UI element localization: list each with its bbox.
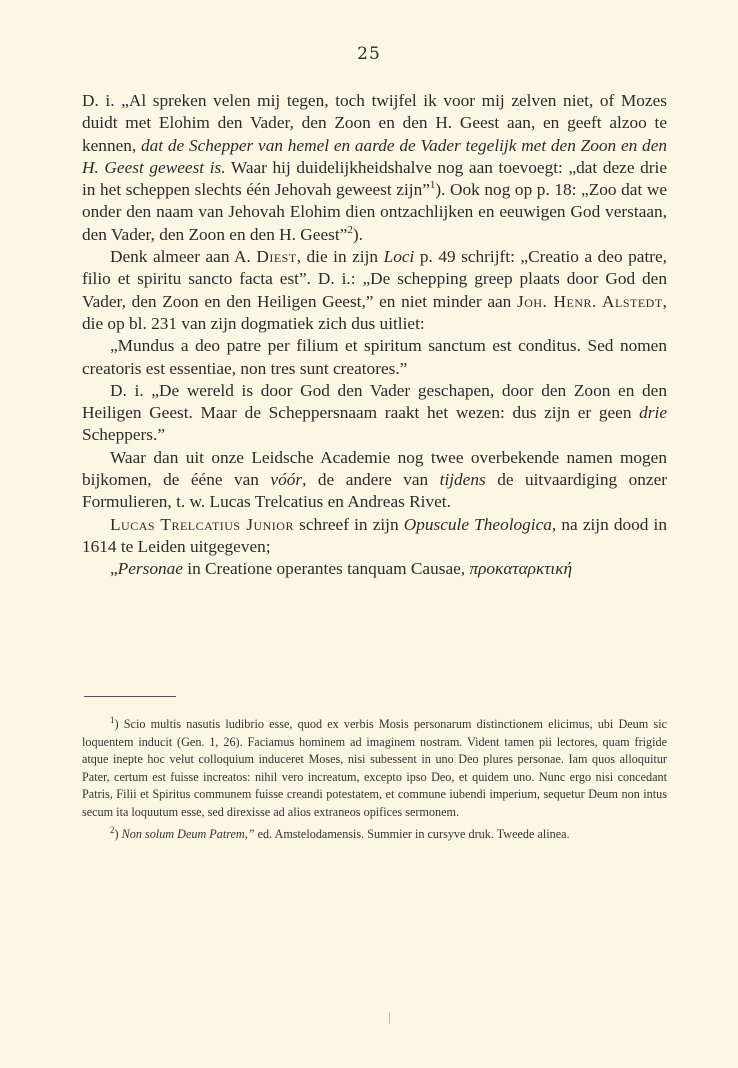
text-run: Denk almeer aan A. <box>110 247 257 267</box>
text-run: Waar hij duidelijkheidshalve nog aan toevoegt: „dat deze drie in het scheppen slechts één Jehovah geweest zijn” <box>82 157 667 200</box>
paragraph-4 <box>82 380 667 447</box>
text-run: ). <box>352 224 363 244</box>
text-run: Waar dan uit onze Leidsche Academie nog twee overbekende namen mogen bijkomen, de ééne van <box>82 447 667 490</box>
italic-run: Loci <box>383 247 415 267</box>
footnote-1 <box>82 712 667 822</box>
footnote-mark: 1 <box>110 715 115 725</box>
paragraph-5 <box>82 447 667 514</box>
greek-run: προκαταρκτική <box>469 559 573 579</box>
paragraph-2 <box>82 246 667 335</box>
footnote-divider <box>84 696 176 697</box>
text-run: schreef in zijn <box>293 514 404 534</box>
italic-run: Opuscule Theologica <box>403 514 552 534</box>
italic-run: drie <box>639 403 667 423</box>
text-run: D. i. „Al spreken velen mij tegen, toch twijfel ik voor mij zelven niet, of Mozes duidt met Elohim den Vader, den Zoon en den H. Geest aan, en geeft alzoo te kennen, <box>82 91 667 155</box>
paragraph-7 <box>82 558 667 580</box>
main-text <box>82 90 667 581</box>
italic-run: Non solum Deum Patrem,” <box>121 826 255 841</box>
author-name: Lucas Trelcatius Junior <box>110 514 294 534</box>
footnote-ref-2[interactable]: 2 <box>347 224 353 237</box>
italic-run: dat de Schepper van hemel en aarde de Vader tegelijk met den Zoon en den H. Geest geweest is. <box>82 135 668 177</box>
text-run: , die in zijn <box>296 247 384 267</box>
italic-run: tijdens <box>439 470 486 490</box>
author-name: Joh. Henr. Alstedt <box>516 291 663 311</box>
text-run: ). Ook nog op p. 18: „Zoo dat we onder den naam van Jehovah Elohim dien ontzachlijken en eeuwigen God verstaan, den Vader, den Zoon en den H. Geest” <box>82 180 667 244</box>
footnotes <box>82 712 667 843</box>
paragraph-6 <box>82 514 667 559</box>
text-run: D. i. „De wereld is door God den Vader geschapen, door den Zoon en den Heiligen Geest. Maar de Scheppersnaam raakt het wezen: dus zijn er geen <box>82 380 667 423</box>
paragraph-1 <box>82 90 667 246</box>
text-run: „ <box>110 559 118 579</box>
italic-run: vóór <box>270 470 303 490</box>
text-run: p. 49 schrijft: „Creatio a deo patre, filio et spiritu sancto facta est”. D. i.: „De schepping greep plaats door God den Vader, den Zoon en den Heiligen Geest,” en niet minder aan <box>82 247 667 311</box>
footnote-2 <box>82 822 667 844</box>
scan-mark <box>389 1012 390 1024</box>
italic-run: Personae <box>117 559 183 579</box>
page-number: 25 <box>357 44 381 64</box>
text-run: de uitvaardiging onzer Formulieren, t. w. Lucas Trelcatius en Andreas Rivet. <box>82 470 667 512</box>
footnote-ref-1[interactable]: 1 <box>429 179 436 192</box>
footnote-text: ) <box>114 826 122 841</box>
text-run: , de andere van <box>302 470 440 490</box>
footnote-mark: 2 <box>110 824 115 835</box>
text-run: , die op bl. 231 van zijn dogmatiek zich dus uitliet: <box>82 291 667 333</box>
author-name: Diest <box>256 247 297 267</box>
footnote-text: ed. Amstelodamensis. Summier in cursyve druk. Tweede alinea. <box>254 826 570 841</box>
text-run: in Creatione operantes tanquam Causae, <box>182 559 470 579</box>
text-run: , na zijn dood in 1614 te Leiden uitgegeven; <box>82 514 667 556</box>
text-run: Scheppers.” <box>82 425 166 445</box>
footnote-text: ) Scio multis nasutis ludibrio esse, quod ex verbis Mosis personarum distinctionem elicimus, ubi Deum sic loquentem inducit (Gen. 1, 26). Faciamus hominem ad imaginem nostram. Vident tamen pii lectores, quam frigide atque inepte hoc velut colloquium induceret Moses, nisi subessent in uno Deo plures personae. Iam quos alloquitur Pater, certum est fuisse increatos: nihil vero increatum, excepto ipso Deo, et quidem uno. Nunc ergo nisi concedant Patris, Filii et Spiritus communem fuisse creandi potestatem, et commune iubendi imperium, sequetur Deum non intus secum ita loquutum esse, sed direxisse ad alios extraneos opifices sermonem. <box>82 717 667 820</box>
paragraph-3: „Mundus a deo patre per filium et spiritum sanctum est conditus. Sed nomen creatoris est essentiae, non tres sunt creatores.” <box>82 336 667 378</box>
